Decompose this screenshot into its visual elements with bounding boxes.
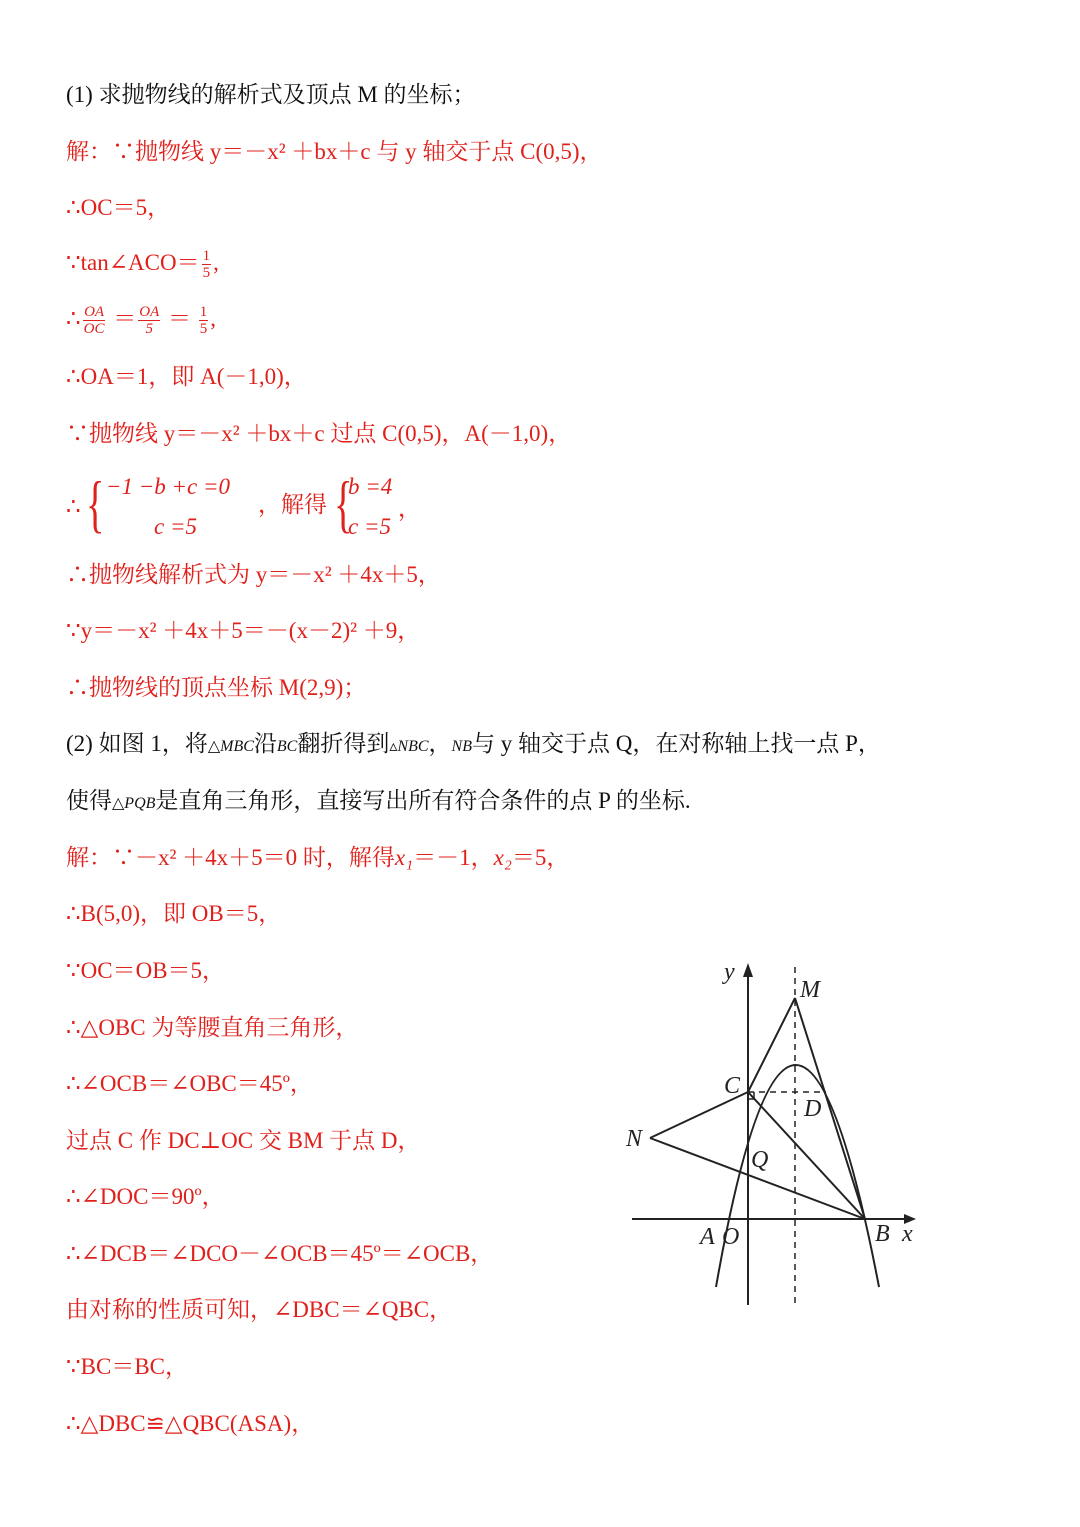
solution-line-3 — [66, 248, 219, 281]
text: , — [210, 306, 216, 331]
solution-line-5: ∴OA＝1，即 A(－1,0)， — [66, 364, 307, 389]
text: (2) 如图 1，将 — [66, 731, 208, 756]
fraction-oa-oc — [83, 304, 106, 337]
text: ＝5， — [511, 845, 570, 870]
fraction-oa-5 — [138, 304, 160, 337]
solution2-line-2: ∴B(5,0)，即 OB＝5， — [66, 901, 282, 926]
text: ， — [428, 731, 452, 756]
geometry-figure — [618, 955, 928, 1310]
label-m: M — [800, 977, 820, 1003]
solve-text: ，解得 — [258, 492, 327, 517]
parabola — [716, 1065, 879, 1287]
solution2-line-6: 过点 C 作 DC⊥OC 交 BM 于点 D， — [66, 1128, 421, 1153]
denominator: 5 — [202, 265, 211, 282]
text: ∵tan∠ACO＝ — [66, 250, 200, 275]
solution2-line-11: ∴△DBC≌△QBC(ASA)， — [66, 1411, 315, 1436]
question-1: (1) 求抛物线的解析式及顶点 M 的坐标； — [66, 82, 476, 107]
solution2-line-1 — [66, 843, 569, 873]
numerator: 1 — [199, 304, 208, 321]
text: ∴ — [66, 306, 81, 331]
label-c: C — [724, 1073, 741, 1099]
solution-line-9: ∵y＝－x² ＋4x＋5＝－(x－2)² ＋9， — [66, 618, 421, 643]
text: 翻折得到 — [297, 731, 390, 756]
label-q: Q — [751, 1147, 769, 1173]
question-2-line-1 — [66, 729, 881, 762]
solution-line-6: ∵抛物线 y＝－x² ＋bx＋c 过点 C(0,5)，A(－1,0)， — [66, 421, 572, 446]
triangle-pqb: △PQB — [112, 795, 156, 812]
y-axis-arrow — [743, 963, 753, 977]
solution-line-8: ∴抛物线解析式为 y＝－x² ＋4x＋5， — [66, 562, 441, 587]
left-brace: { — [86, 468, 105, 539]
fraction-one-fifth — [199, 304, 209, 337]
label-n: N — [626, 1126, 643, 1152]
text: 解：∵－x² ＋4x＋5＝0 时，解得 — [66, 845, 395, 870]
text: ＝ — [107, 306, 137, 331]
fraction-one-fifth — [202, 248, 212, 281]
solution2-line-10: ∵BC＝BC， — [66, 1354, 188, 1379]
result-2: c =5 — [348, 514, 391, 539]
question-2-line-2 — [66, 786, 691, 819]
x1-variable: x₁ — [394, 845, 414, 870]
text: 是直角三角形，直接写出所有符合条件的点 P 的坐标. — [155, 788, 691, 813]
x2-variable: x₂ — [493, 845, 512, 870]
text: , — [213, 250, 219, 275]
comma: ， — [398, 496, 421, 521]
solution2-line-8: ∴∠DCB＝∠DCO－∠OCB＝45º＝∠OCB， — [66, 1241, 494, 1266]
left-brace: { — [334, 468, 353, 539]
text: 沿 — [253, 731, 277, 756]
equation-2: c =5 — [154, 514, 197, 539]
solution-line-1: 解：∵抛物线 y＝－x² ＋bx＋c 与 y 轴交于点 C(0,5)， — [66, 139, 603, 164]
solution2-line-7: ∴∠DOC＝90º， — [66, 1184, 225, 1209]
numerator: OA — [139, 304, 160, 321]
solution2-line-3: ∵OC＝OB＝5， — [66, 958, 226, 983]
text: ＝ — [162, 306, 197, 331]
equation-system — [66, 468, 766, 542]
text: 使得 — [66, 788, 112, 813]
solution-line-4 — [66, 304, 216, 337]
segment-cm — [748, 998, 795, 1092]
result-1: b =4 — [348, 474, 393, 499]
solution-line-10: ∴抛物线的顶点坐标 M(2,9)； — [66, 675, 367, 700]
numerator: OA — [84, 304, 105, 321]
label-o: O — [722, 1224, 740, 1250]
label-d: D — [804, 1096, 822, 1122]
numerator: 1 — [202, 248, 211, 265]
therefore-symbol: ∴ — [66, 494, 81, 519]
triangle-nbc: ▵NBC — [389, 738, 429, 755]
segment-bc: BC — [276, 738, 298, 755]
text: ＝－1， — [413, 845, 494, 870]
triangle-mbc: △MBC — [207, 738, 254, 755]
label-y: y — [724, 959, 735, 985]
label-a: A — [700, 1224, 715, 1250]
solution-line-2: ∴OC＝5， — [66, 195, 171, 220]
solution2-line-9: 由对称的性质可知，∠DBC＝∠QBC， — [66, 1297, 453, 1322]
solution2-line-5: ∴∠OCB＝∠OBC＝45º， — [66, 1071, 313, 1096]
label-x: x — [902, 1221, 913, 1247]
denominator: 5 — [145, 321, 153, 338]
denominator: 5 — [199, 321, 208, 338]
segment-nb: NB — [451, 738, 472, 755]
denominator: OC — [83, 321, 105, 338]
label-b: B — [875, 1221, 890, 1247]
text: 与 y 轴交于点 Q，在对称轴上找一点 P， — [471, 731, 881, 756]
equation-1: −1 −b +c =0 — [106, 474, 231, 499]
solution2-line-4: ∴△OBC 为等腰直角三角形， — [66, 1015, 359, 1040]
